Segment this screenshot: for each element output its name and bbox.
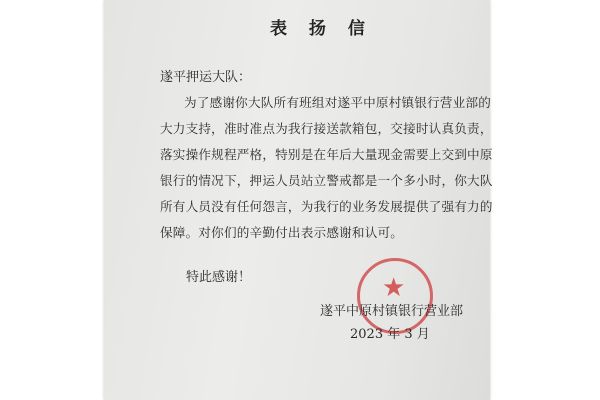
body-line: 大力支持，准时准点为我行接送款箱包，交接时认真负责， [160,121,493,136]
body-line: 为了感谢你大队所有班组对遂平中原村镇银行营业部的 [184,95,492,110]
star-icon: ★ [382,273,406,302]
body-line: 保障。对你们的辛勤付出表示感谢和认可。 [160,225,404,240]
letter-paper [104,0,493,400]
body-line: 银行的情况下，押运人员站立警戒都是一个多小时，你大队 [160,173,493,188]
signature: 遂平中原村镇银行营业部 [320,304,464,319]
letter-title: 表 扬 信 [270,19,373,39]
body-line: 落实操作规程严格，特别是在年后大量现金需要上交到中原 [160,147,493,162]
salutation: 遂平押运大队： [160,70,252,85]
date: 2023 年 3 月 [350,327,430,342]
closing: 特此感谢！ [186,270,252,285]
body-line: 所有人员没有任何怨言，为我行的业务发展提供了强有力的 [160,199,493,214]
